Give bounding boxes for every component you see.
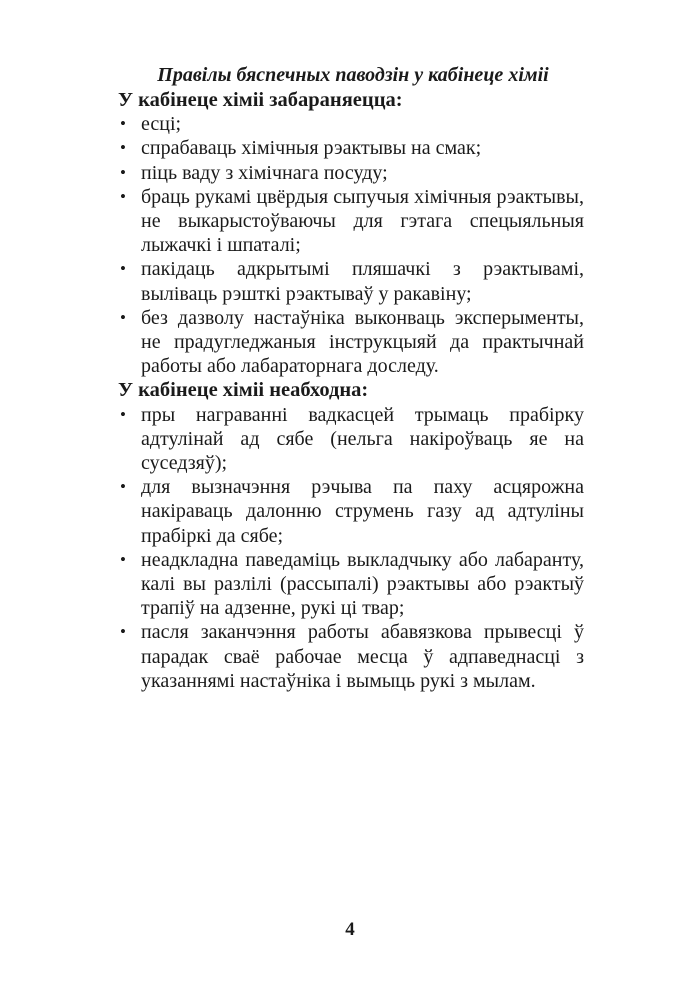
list-item bbox=[118, 112, 584, 136]
list-item-text: неадкладна паведаміць выкладчыку або лабаранту, калі вы разлілі (рассыпалі) рэактывы або рэактыў трапіў на адзенне, рукі ці твар; bbox=[141, 548, 584, 620]
page-title: Правілы бяспечных паводзін у кабінеце хіміі bbox=[157, 64, 549, 86]
forbidden-list bbox=[118, 112, 584, 378]
list-item bbox=[118, 306, 584, 379]
list-item-text: пры награванні вадкасцей трымаць прабірку адтулінай ад сябе (нельга накіроўваць яе на суседзяў); bbox=[141, 403, 584, 475]
list-item bbox=[118, 185, 584, 258]
list-item-text: пакідаць адкрытымі пляшачкі з рэактывамі, выліваць рэшткі рэактываў у ракавіну; bbox=[141, 258, 584, 305]
page-number: 4 bbox=[345, 919, 355, 940]
bullet-icon: • bbox=[120, 622, 126, 642]
section-heading-required: У кабінеце хіміі неабходна: bbox=[118, 379, 369, 402]
bullet-icon: • bbox=[120, 259, 126, 279]
bullet-icon: • bbox=[120, 186, 126, 206]
list-item bbox=[118, 403, 584, 476]
bullet-icon: • bbox=[120, 114, 126, 134]
list-item bbox=[118, 161, 584, 185]
list-item-text: піць ваду з хімічнага посуду; bbox=[141, 161, 388, 184]
bullet-icon: • bbox=[120, 162, 126, 182]
list-item bbox=[118, 475, 584, 548]
list-item-text: есці; bbox=[141, 113, 182, 136]
document-body bbox=[118, 88, 584, 693]
bullet-icon: • bbox=[120, 307, 126, 327]
list-item-text: без дазволу настаўніка выконваць эксперыменты, не прадугледжаныя інструкцыяй да практычнай работы або лабараторнага доследу. bbox=[141, 306, 584, 378]
list-item-text: спрабаваць хімічныя рэактывы на смак; bbox=[141, 137, 482, 160]
bullet-icon: • bbox=[120, 404, 126, 424]
list-item bbox=[118, 620, 584, 693]
list-item-text: браць рукамі цвёрдыя сыпучыя хімічныя рэактывы, не выкарыстоўваючы для гэтага спецыяльныя лыжачкі і шпаталі; bbox=[141, 185, 584, 257]
required-list bbox=[118, 403, 584, 693]
list-item-text: для вызначэння рэчыва па паху асцярожна накіраваць далонню струмень газу ад адтуліны прабіркі да сябе; bbox=[141, 476, 584, 547]
list-item bbox=[118, 136, 584, 160]
section-heading-forbidden: У кабінеце хіміі забараняецца: bbox=[118, 89, 403, 111]
bullet-icon: • bbox=[120, 549, 126, 569]
bullet-icon: • bbox=[120, 477, 126, 497]
bullet-icon: • bbox=[120, 138, 126, 158]
list-item bbox=[118, 257, 584, 305]
list-item-text: пасля заканчэння работы абавязкова прывесці ў парадак сваё рабочае месца ў адпаведнасці з указаннямі настаўніка і вымыць рукі з мылам. bbox=[141, 621, 584, 692]
list-item bbox=[118, 548, 584, 621]
